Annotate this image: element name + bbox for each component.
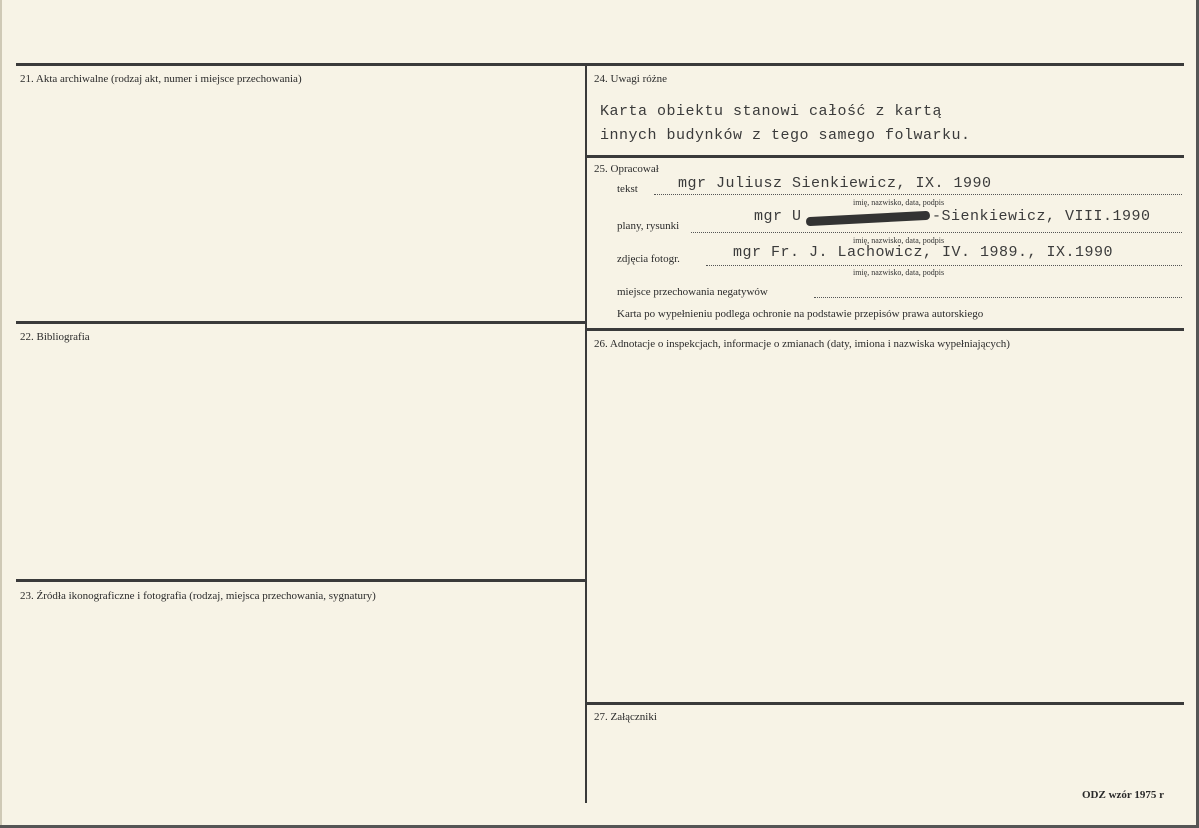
tekst-caption: imię, nazwisko, data, podpis — [853, 198, 945, 207]
plany-value-suffix: -Sienkiewicz, VIII.1990 — [932, 208, 1151, 225]
section-24-label: 24. Uwagi różne — [594, 73, 668, 85]
zdjecia-line — [706, 265, 1182, 266]
remarks-line-2: innych budynków z tego samego folwarku. — [600, 127, 971, 144]
center-divider — [585, 63, 587, 803]
section-26-label: 26. Adnotacje o inspekcjach, informacje o zmianach (daty, imiona i nazwiska wypełniających) — [594, 338, 1010, 350]
tekst-value: mgr Juliusz Sienkiewicz, IX. 1990 — [678, 175, 992, 192]
rule-24-25 — [587, 155, 1184, 158]
rule-25-26 — [587, 328, 1184, 331]
rule-21-22 — [16, 321, 586, 324]
remarks-line-1: Karta obiektu stanowi całość z kartą — [600, 103, 943, 120]
tekst-label: tekst — [617, 183, 638, 195]
zdjecia-caption: imię, nazwisko, data, podpis — [853, 268, 945, 277]
redaction-mark — [806, 211, 930, 226]
tekst-line — [654, 194, 1182, 195]
section-23-label: 23. Źródła ikonograficzne i fotografia (rodzaj, miejsca przechowania, sygnatury) — [20, 590, 376, 602]
section-22-label: 22. Bibliografia — [20, 331, 90, 343]
plany-caption: imię, nazwisko, data, podpis — [853, 236, 945, 245]
zdjecia-value: mgr Fr. J. Lachowicz, IV. 1989., IX.1990 — [733, 244, 1114, 261]
rule-26-27 — [587, 702, 1184, 705]
card-left-edge — [0, 0, 2, 828]
negatywy-line — [814, 297, 1182, 298]
section-21-label: 21. Akta archiwalne (rodzaj akt, numer i miejsce przechowania) — [20, 73, 302, 85]
rule-22-23 — [16, 579, 586, 582]
section-25-label: 25. Opracował — [594, 163, 659, 175]
plany-line — [691, 232, 1182, 233]
zdjecia-label: zdjęcia fotogr. — [617, 253, 680, 265]
plany-value-prefix: mgr U — [754, 208, 802, 225]
copyright-note: Karta po wypełnieniu podlega ochronie na podstawie przepisów prawa autorskiego — [617, 308, 984, 320]
section-27-label: 27. Załączniki — [594, 711, 657, 723]
negatywy-label: miejsce przechowania negatywów — [617, 286, 768, 298]
form-version: ODZ wzór 1975 r — [1082, 789, 1164, 801]
top-rule — [16, 63, 1184, 66]
plany-label: plany, rysunki — [617, 220, 680, 232]
